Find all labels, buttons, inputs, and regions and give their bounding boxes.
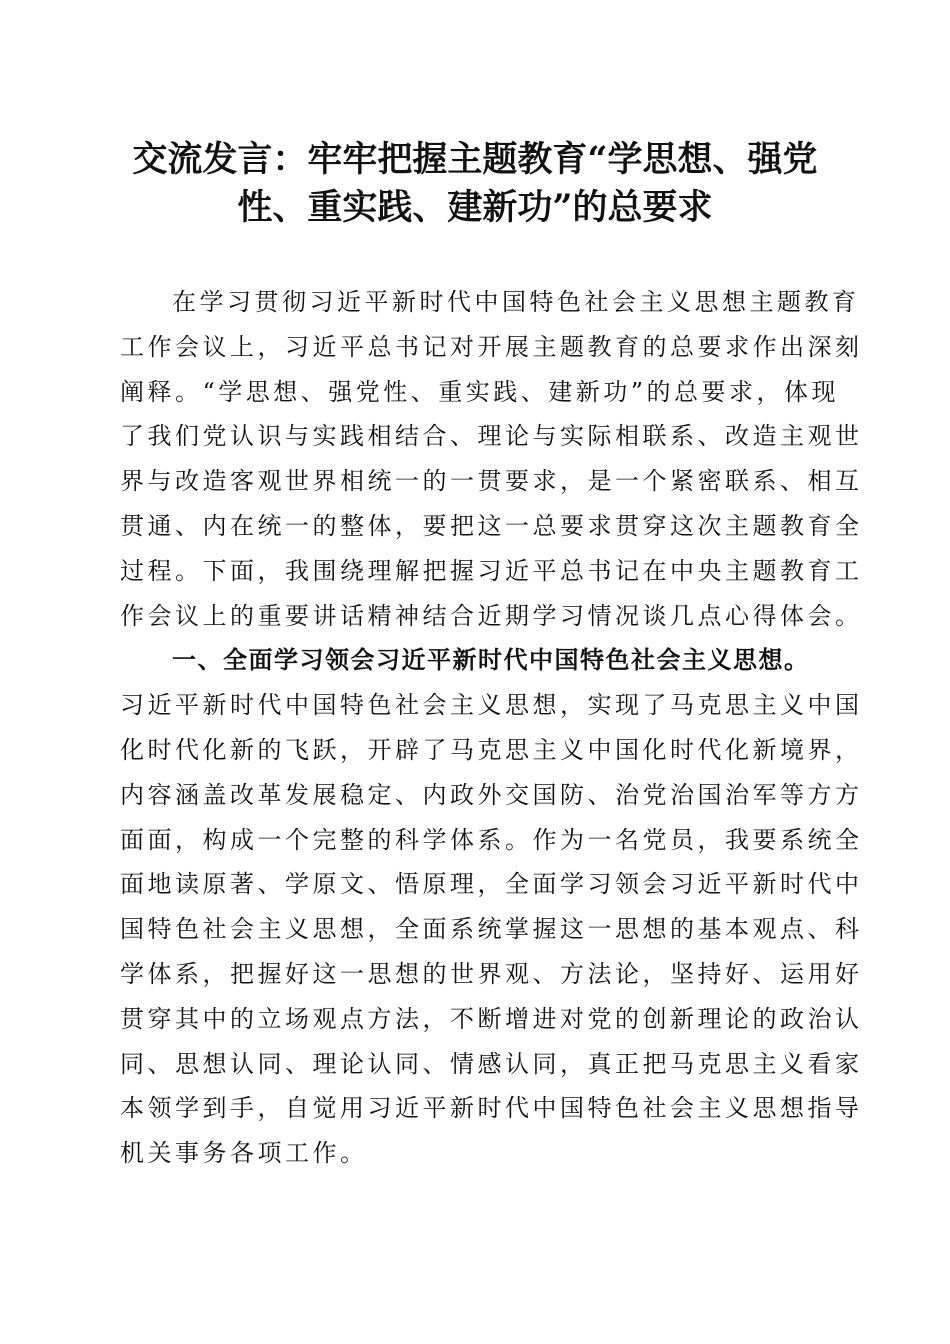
- document-body: [120, 280, 863, 1176]
- paragraph-line: 过程。下面，我围绕理解把握习近平总书记在中央主题教育工: [120, 556, 863, 585]
- section-heading: 一、全面学习领会习近平新时代中国特色社会主义思想。: [172, 645, 810, 675]
- paragraph-line: 国特色社会主义思想，全面系统掌握这一思想的基本观点、科: [120, 915, 863, 944]
- section-1: [120, 638, 863, 1176]
- paragraph-line: 界与改造客观世界相统一的一贯要求，是一个紧密联系、相互: [120, 467, 863, 496]
- paragraph-line: 阐释。“学思想、强党性、重实践、建新功”的总要求，体现: [120, 377, 840, 406]
- paragraph-line: 学体系，把握好这一思想的世界观、方法论，坚持好、运用好: [120, 959, 863, 988]
- paragraph-line: 了我们党认识与实践相结合、理论与实际相联系、改造主观世: [120, 422, 863, 451]
- paragraph-line: 化时代化新的飞跃，开辟了马克思主义中国化时代化新境界，: [120, 735, 863, 764]
- paragraph-line: 贯通、内在统一的整体，要把这一总要求贯穿这次主题教育全: [120, 511, 863, 540]
- paragraph-line: 在学习贯彻习近平新时代中国特色社会主义思想主题教育: [172, 288, 860, 316]
- paragraph-line: 本领学到手，自觉用习近平新时代中国特色社会主义思想指导: [120, 1094, 863, 1123]
- paragraph-line: 面面，构成一个完整的科学体系。作为一名党员，我要系统全: [120, 825, 863, 854]
- section-1-heading-line: [120, 638, 830, 683]
- paragraph-intro: [120, 280, 863, 638]
- paragraph-line: 同、思想认同、理论认同、情感认同，真正把马克思主义看家: [120, 1049, 863, 1078]
- paragraph-line: 工作会议上，习近平总书记对开展主题教育的总要求作出深刻: [120, 332, 863, 361]
- title-line: 交流发言：牢牢把握主题教育“学思想、强党: [132, 139, 818, 180]
- paragraph-line: 作会议上的重要讲话精神结合近期学习情况谈几点心得体会。: [120, 601, 863, 630]
- document-title: [100, 136, 850, 232]
- paragraph-line: 内容涵盖改革发展稳定、内政外交国防、治党治国治军等方方: [120, 780, 863, 809]
- title-line: 性、重实践、建新功”的总要求: [237, 187, 713, 228]
- paragraph-line: 贯穿其中的立场观点方法，不断增进对党的创新理论的政治认: [120, 1004, 863, 1033]
- paragraph-line: 机关事务各项工作。: [120, 1139, 368, 1168]
- paragraph-line: 习近平新时代中国特色社会主义思想，实现了马克思主义中国: [120, 691, 863, 720]
- paragraph-line: 面地读原著、学原文、悟原理，全面学习领会习近平新时代中: [120, 870, 863, 899]
